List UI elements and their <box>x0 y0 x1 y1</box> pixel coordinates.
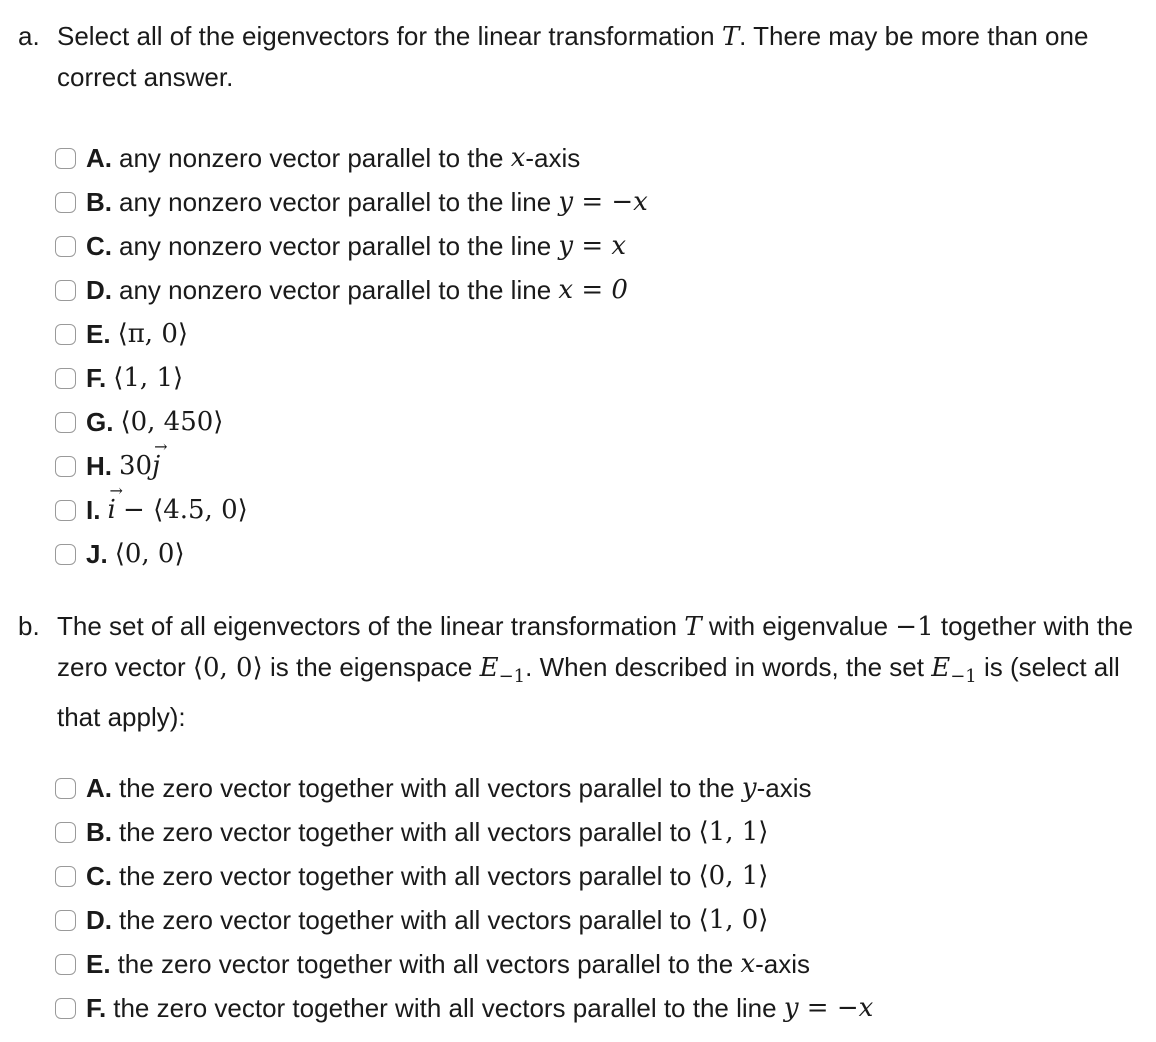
option-a-B[interactable]: B. any nonzero vector parallel to the line y = −x <box>55 180 648 224</box>
option-a-G[interactable]: G. ⟨0, 450⟩ <box>55 400 648 444</box>
checkbox[interactable] <box>55 998 76 1019</box>
option-a-D[interactable]: D. any nonzero vector parallel to the line x = 0 <box>55 268 648 312</box>
checkbox[interactable] <box>55 910 76 931</box>
option-b-E[interactable]: E. the zero vector together with all vectors parallel to the x -axis <box>55 942 873 986</box>
checkbox[interactable] <box>55 192 76 213</box>
checkbox[interactable] <box>55 456 76 477</box>
option-a-H[interactable]: H. 30 → j <box>55 444 648 488</box>
vector-i: → i <box>107 495 115 525</box>
checkbox[interactable] <box>55 544 76 565</box>
option-b-B[interactable]: B. the zero vector together with all vectors parallel to ⟨1, 1⟩ <box>55 810 873 854</box>
vector-j: → j <box>152 451 160 481</box>
question-b-prompt: The set of all eigenvectors of the linear transformation T with eigenvalue −1 together with the zero vector ⟨0, 0⟩ is the eigenspace $E_{-1}$. When described in words, the set $E_{-1}$ is (select all that apply): <box>57 611 1134 732</box>
option-a-C[interactable]: C. any nonzero vector parallel to the line y = x <box>55 224 648 268</box>
question-a-label: a. <box>18 21 40 51</box>
checkbox[interactable] <box>55 866 76 887</box>
checkbox[interactable] <box>55 412 76 433</box>
option-b-A[interactable]: A. the zero vector together with all vectors parallel to the y -axis <box>55 766 873 810</box>
checkbox[interactable] <box>55 280 76 301</box>
checkbox[interactable] <box>55 954 76 975</box>
question-a <box>0 16 1156 97</box>
checkbox[interactable] <box>55 148 76 169</box>
option-b-F[interactable]: F. the zero vector together with all vectors parallel to the line y = −x <box>55 986 873 1030</box>
question-b <box>0 606 1156 737</box>
option-a-F[interactable]: F. ⟨1, 1⟩ <box>55 356 648 400</box>
checkbox[interactable] <box>55 236 76 257</box>
checkbox[interactable] <box>55 822 76 843</box>
option-a-J[interactable]: J. ⟨0, 0⟩ <box>55 532 648 576</box>
checkbox[interactable] <box>55 368 76 389</box>
checkbox[interactable] <box>55 324 76 345</box>
checkbox[interactable] <box>55 500 76 521</box>
option-b-C[interactable]: C. the zero vector together with all vectors parallel to ⟨0, 1⟩ <box>55 854 873 898</box>
question-a-prompt: Select all of the eigenvectors for the linear transformation T. There may be more than one correct answer. <box>57 21 1089 92</box>
checkbox[interactable] <box>55 778 76 799</box>
question-b-options <box>55 766 873 1030</box>
option-a-E[interactable]: E. ⟨π, 0⟩ <box>55 312 648 356</box>
question-b-label: b. <box>18 611 40 641</box>
option-a-A[interactable]: A. any nonzero vector parallel to the x -axis <box>55 136 648 180</box>
option-a-I[interactable]: I. → i − ⟨4.5, 0⟩ <box>55 488 648 532</box>
question-a-options <box>55 136 648 576</box>
option-b-D[interactable]: D. the zero vector together with all vectors parallel to ⟨1, 0⟩ <box>55 898 873 942</box>
